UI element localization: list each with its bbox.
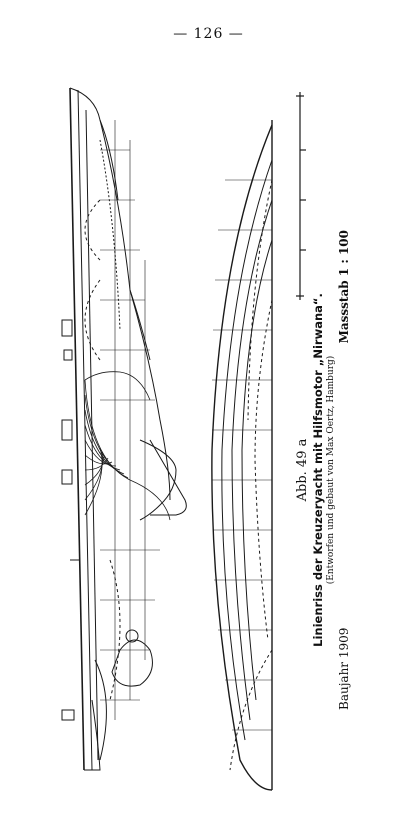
page-number: — 126 —	[173, 26, 244, 42]
body-plan	[85, 372, 170, 520]
half-breadth-view	[212, 120, 272, 790]
profile-view	[62, 88, 186, 770]
drawing-scale: Massstab 1 : 100	[336, 230, 351, 344]
figure-title: Linienriss der Kreuzeryacht mit Hilfsmotor „Nirwana“.	[311, 293, 326, 647]
figure-caption	[295, 190, 385, 750]
figure-credit: (Entworfen und gebaut von Max Oertz, Hamburg)	[325, 355, 336, 585]
profile-grid	[100, 120, 160, 720]
build-year: Baujahr 1909	[336, 627, 351, 710]
figure-label: Abb. 49 a	[295, 438, 310, 502]
